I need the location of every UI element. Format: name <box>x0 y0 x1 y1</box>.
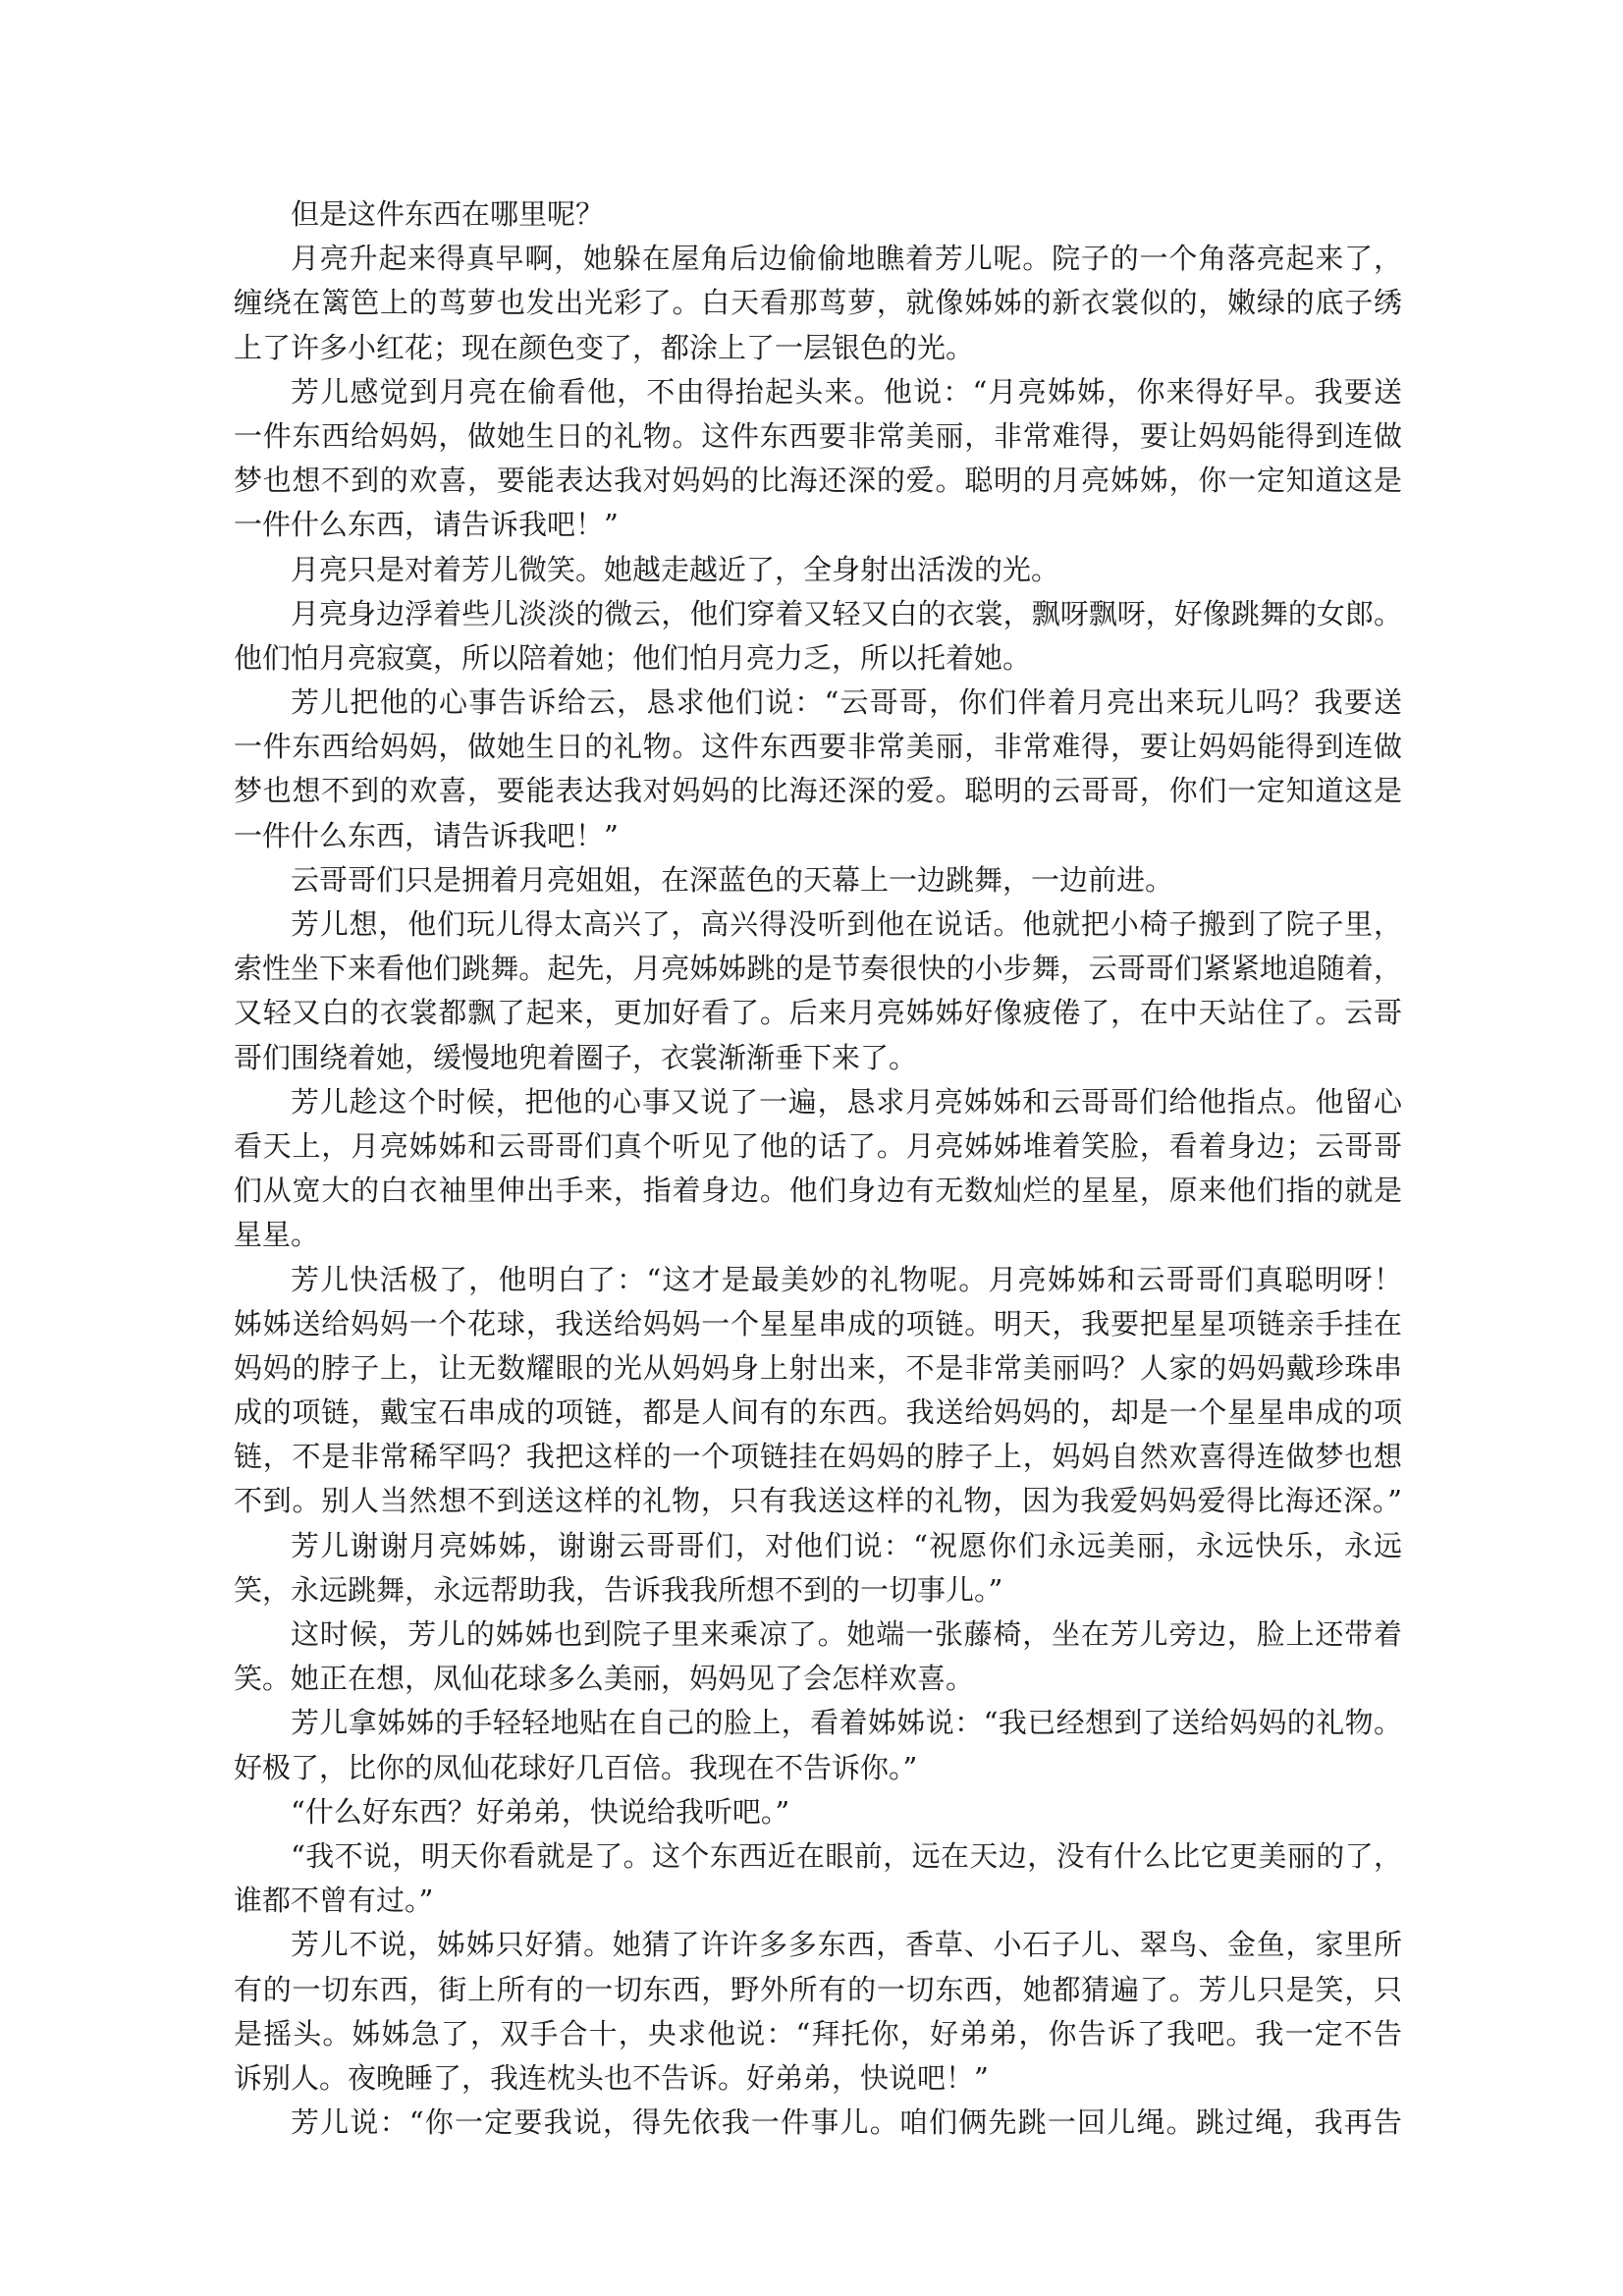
text-line: 这时候，芳儿的姊姊也到院子里来乘凉了。她端一张藤椅，坐在芳儿旁边，脸上还带着 <box>291 1617 1402 1651</box>
text-line: 又轻又白的衣裳都飘了起来，更加好看了。后来月亮姊姊好像疲倦了，在中天站住了。云哥 <box>234 996 1402 1030</box>
text-line: 梦也想不到的欢喜，要能表达我对妈妈的比海还深的爱。聪明的云哥哥，你们一定知道这是 <box>234 774 1402 808</box>
text-line: 谁都不曾有过。” <box>234 1884 434 1918</box>
text-line: 一件东西给妈妈，做她生日的礼物。这件东西要非常美丽，非常难得，要让妈妈能得到连做 <box>234 730 1402 764</box>
text-line: 月亮升起来得真早啊，她躲在屋角后边偷偷地瞧着芳儿呢。院子的一个角落亮起来了， <box>291 242 1402 276</box>
text-line: 星星。 <box>234 1218 320 1252</box>
text-line: 一件什么东西，请告诉我吧！” <box>234 818 619 852</box>
text-line: 芳儿趁这个时候，把他的心事又说了一遍，恳求月亮姊姊和云哥哥们给他指点。他留心 <box>291 1084 1402 1119</box>
text-line: 芳儿说：“你一定要我说，得先依我一件事儿。咱们俩先跳一回儿绳。跳过绳，我再告 <box>291 2105 1402 2140</box>
text-line: 但是这件东西在哪里呢？ <box>291 197 605 231</box>
text-line: 链，不是非常稀罕吗？我把这样的一个项链挂在妈妈的脖子上，妈妈自然欢喜得连做梦也想 <box>234 1440 1402 1474</box>
text-line: 芳儿不说，姊姊只好猜。她猜了许许多多东西，香草、小石子儿、翠鸟、金鱼，家里所 <box>291 1928 1402 1962</box>
text-line: 笑，永远跳舞，永远帮助我，告诉我我所想不到的一切事儿。” <box>234 1572 1003 1607</box>
text-line: 们从宽大的白衣袖里伸出手来，指着身边。他们身边有无数灿烂的星星，原来他们指的就是 <box>234 1174 1402 1208</box>
text-line: 妈妈的脖子上，让无数耀眼的光从妈妈身上射出来，不是非常美丽吗？人家的妈妈戴珍珠串 <box>234 1350 1402 1385</box>
text-line: 芳儿把他的心事告诉给云，恳求他们说：“云哥哥，你们伴着月亮出来玩儿吗？我要送 <box>291 685 1402 720</box>
text-line: 缠绕在篱笆上的茑萝也发出光彩了。白天看那茑萝，就像姊姊的新衣裳似的，嫩绿的底子绣 <box>234 286 1402 320</box>
text-line: 索性坐下来看他们跳舞。起先，月亮姊姊跳的是节奏很快的小步舞，云哥哥们紧紧地追随着， <box>234 952 1402 986</box>
text-line: 云哥哥们只是拥着月亮姐姐，在深蓝色的天幕上一边跳舞，一边前进。 <box>291 862 1174 897</box>
text-line: 看天上，月亮姊姊和云哥哥们真个听见了他的话了。月亮姊姊堆着笑脸，看着身边；云哥哥 <box>234 1128 1402 1163</box>
text-line: 月亮只是对着芳儿微笑。她越走越近了，全身射出活泼的光。 <box>291 552 1060 586</box>
text-line: “我不说，明天你看就是了。这个东西近在眼前，远在天边，没有什么比它更美丽的了， <box>291 1838 1402 1873</box>
text-line: 芳儿想，他们玩儿得太高兴了，高兴得没听到他在说话。他就把小椅子搬到了院子里， <box>291 907 1402 941</box>
text-line: 芳儿快活极了，他明白了：“这才是最美妙的礼物呢。月亮姊姊和云哥哥们真聪明呀！ <box>291 1262 1402 1296</box>
text-line: 有的一切东西，街上所有的一切东西，野外所有的一切东西，她都猜遍了。芳儿只是笑，只 <box>234 1972 1402 2006</box>
text-line: 上了许多小红花；现在颜色变了，都涂上了一层银色的光。 <box>234 330 975 364</box>
text-line: 一件什么东西，请告诉我吧！” <box>234 508 619 542</box>
text-line: 成的项链，戴宝石串成的项链，都是人间有的东西。我送给妈妈的，却是一个星星串成的项 <box>234 1395 1402 1430</box>
text-line: 芳儿感觉到月亮在偷看他，不由得抬起头来。他说：“月亮姊姊，你来得好早。我要送 <box>291 374 1402 409</box>
text-line: 他们怕月亮寂寞，所以陪着她；他们怕月亮力乏，所以托着她。 <box>234 640 1032 675</box>
text-line: “什么好东西？好弟弟，快说给我听吧。” <box>291 1794 790 1829</box>
text-line: 一件东西给妈妈，做她生日的礼物。这件东西要非常美丽，非常难得，要让妈妈能得到连做 <box>234 418 1402 453</box>
document-page <box>234 192 1402 2145</box>
text-line: 梦也想不到的欢喜，要能表达我对妈妈的比海还深的爱。聪明的月亮姊姊，你一定知道这是 <box>234 464 1402 498</box>
text-line: 不到。别人当然想不到送这样的礼物，只有我送这样的礼物，因为我爱妈妈爱得比海还深。” <box>234 1484 1402 1518</box>
text-line: 是摇头。姊姊急了，双手合十，央求他说：“拜托你，好弟弟，你告诉了我吧。我一定不告 <box>234 2016 1402 2050</box>
text-line: 笑。她正在想，凤仙花球多么美丽，妈妈见了会怎样欢喜。 <box>234 1662 975 1696</box>
text-line: 月亮身边浮着些儿淡淡的微云，他们穿着又轻又白的衣裳，飘呀飘呀，好像跳舞的女郎。 <box>291 596 1402 630</box>
text-line: 好极了，比你的凤仙花球好几百倍。我现在不告诉你。” <box>234 1750 918 1784</box>
text-line: 诉别人。夜晚睡了，我连枕头也不告诉。好弟弟，快说吧！” <box>234 2060 989 2095</box>
text-line: 芳儿谢谢月亮姊姊，谢谢云哥哥们，对他们说：“祝愿你们永远美丽，永远快乐，永远 <box>291 1528 1402 1562</box>
text-line: 姊姊送给妈妈一个花球，我送给妈妈一个星星串成的项链。明天，我要把星星项链亲手挂在 <box>234 1306 1402 1340</box>
text-line: 芳儿拿姊姊的手轻轻地贴在自己的脸上，看着姊姊说：“我已经想到了送给妈妈的礼物。 <box>291 1706 1402 1740</box>
text-line: 哥们围绕着她，缓慢地兜着圈子，衣裳渐渐垂下来了。 <box>234 1040 918 1074</box>
